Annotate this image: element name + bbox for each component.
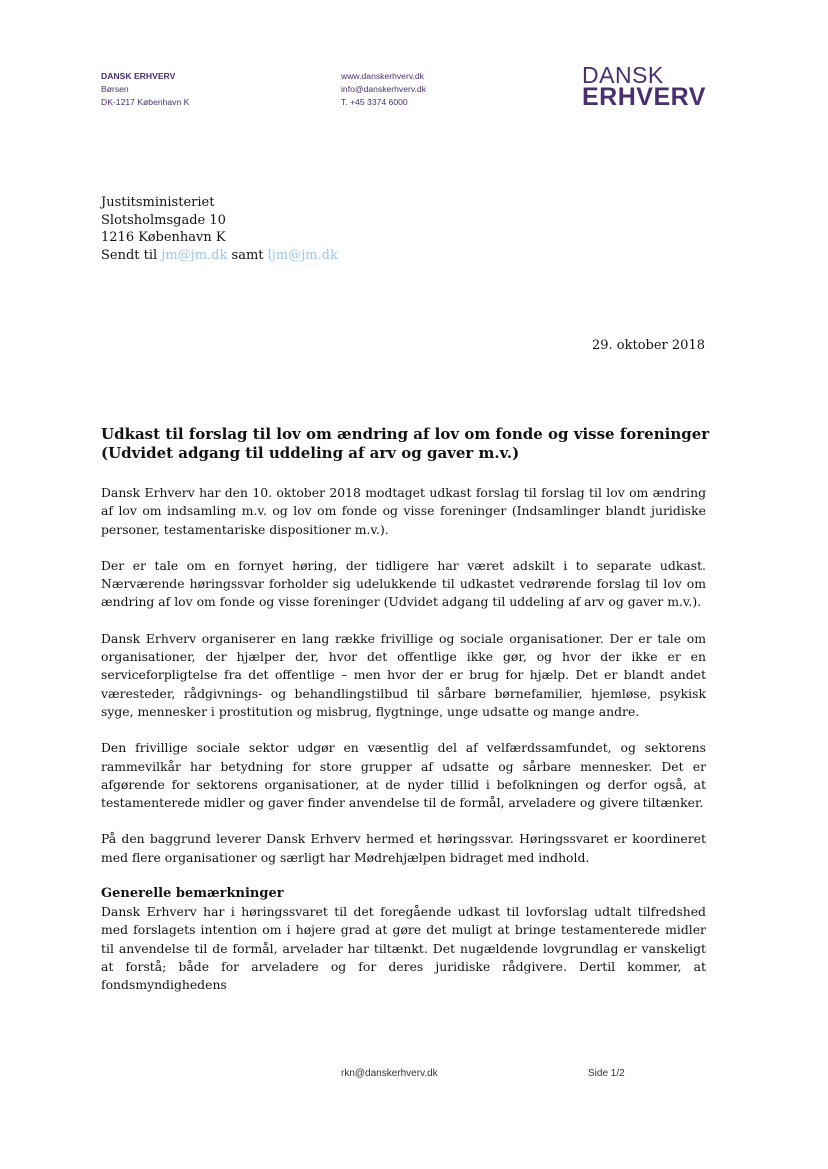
recipient-sent-line	[101, 247, 338, 265]
letterhead-org-name: DANSK ERHVERV	[101, 71, 176, 81]
letterhead-address	[101, 70, 189, 109]
document-title: Udkast til forslag til lov om ændring af lov om fonde og visse foreninger (Udvidet adgang til uddeling af arv og gaver m.v.)	[101, 425, 710, 462]
letter-date: 29. oktober 2018	[591, 338, 705, 353]
body-paragraph: På den baggrund leverer Dansk Erhverv hermed et høringssvar. Høringssvaret er koordineret med flere organisationer og særligt har Mødrehjælpen bidraget med indhold.	[101, 831, 706, 865]
logo-line1: DANSK	[582, 62, 664, 88]
letterhead-website[interactable]: www.danskerhverv.dk	[341, 71, 424, 81]
footer-email[interactable]: rkn@danskerhverv.dk	[341, 1068, 438, 1079]
dansk-erhverv-logo	[582, 62, 706, 111]
recipient-email-link-2[interactable]: ljm@jm.dk	[267, 247, 338, 263]
section-paragraph: Dansk Erhverv har i høringssvaret til det foregående udkast til lovforslag udtalt tilfredshed med forslagets intention om i højere grad at gøre det muligt at bringe testamenterede midler til anvendelse til de formål, arvelader har tiltænkt. Det nugældende lovgrundlag er vanskeligt at forstå; både for arveladere og for deres juridiske rådgivere. Dertil kommer, at fondsmyndighedens	[101, 904, 706, 993]
recipient-line2: Slotsholmsgade 10	[101, 212, 226, 228]
recipient-email-link-1[interactable]: jm@jm.dk	[161, 247, 228, 263]
letterhead-email[interactable]: info@danskerhverv.dk	[341, 84, 426, 94]
body-paragraph: Dansk Erhverv har den 10. oktober 2018 modtaget udkast forslag til forslag til lov om ændring af lov om indsamling m.v. og lov om fonde og visse foreninger (Indsamlinger blandt juridiske personer, testamentariske dispositioner m.v.).	[101, 485, 706, 537]
letter-body	[101, 484, 706, 1013]
recipient-line3: 1216 København K	[101, 230, 226, 245]
body-paragraph: Den frivillige sociale sektor udgør en væsentlig del af velfærdssamfundet, og sektorens rammevilkår har betydning for store grupper af udsatte og sårbare mennesker. Det er afgørende for sektorens organisationer, at de nyder tillid i befolkningen og derfor også, at testamenterede midler og gaver finder anvendelse til de formål, arveladere og givere tiltænker.	[101, 740, 706, 811]
sent-mid: samt	[227, 247, 268, 263]
section-heading: Generelle bemærkninger	[101, 886, 284, 902]
footer-page-number: Side 1/2	[588, 1068, 625, 1079]
recipient-block	[101, 194, 338, 264]
letterhead-contact	[341, 70, 426, 109]
body-paragraph: Dansk Erhverv organiserer en lang række frivillige og sociale organisationer. Der er tale om organisationer, der hjælper der, hvor det offentlige ikke gør, og hvor der ikke er en serviceforpligtelse fra det offentlige – men hvor der er brug for hjælp. Det er blandt andet væresteder, rådgivnings- og behandlingstilbud til sårbare børnefamilier, hjemløse, psykisk syge, mennesker i prostitution og misbrug, flygtninge, unge udsatte og mange andre.	[101, 630, 706, 719]
logo-line2: ERHVERV	[582, 83, 706, 111]
sent-prefix: Sendt til	[101, 247, 162, 263]
letterhead-address-line2: DK-1217 København K	[101, 97, 190, 107]
body-paragraph: Der er tale om en fornyet høring, der tidligere har været adskilt i to separate udkast. Nærværende høringssvar forholder sig udelukkende til udkastet vedrørende forslag til lov om ændring af lov om fonde og visse foreninger (Udvidet adgang til uddeling af arv og gaver m.v.).	[101, 557, 706, 610]
letterhead-address-line1: Børsen	[101, 84, 129, 94]
letterhead-phone: T. +45 3374 6000	[341, 97, 408, 107]
recipient-line1: Justitsministeriet	[101, 195, 215, 210]
